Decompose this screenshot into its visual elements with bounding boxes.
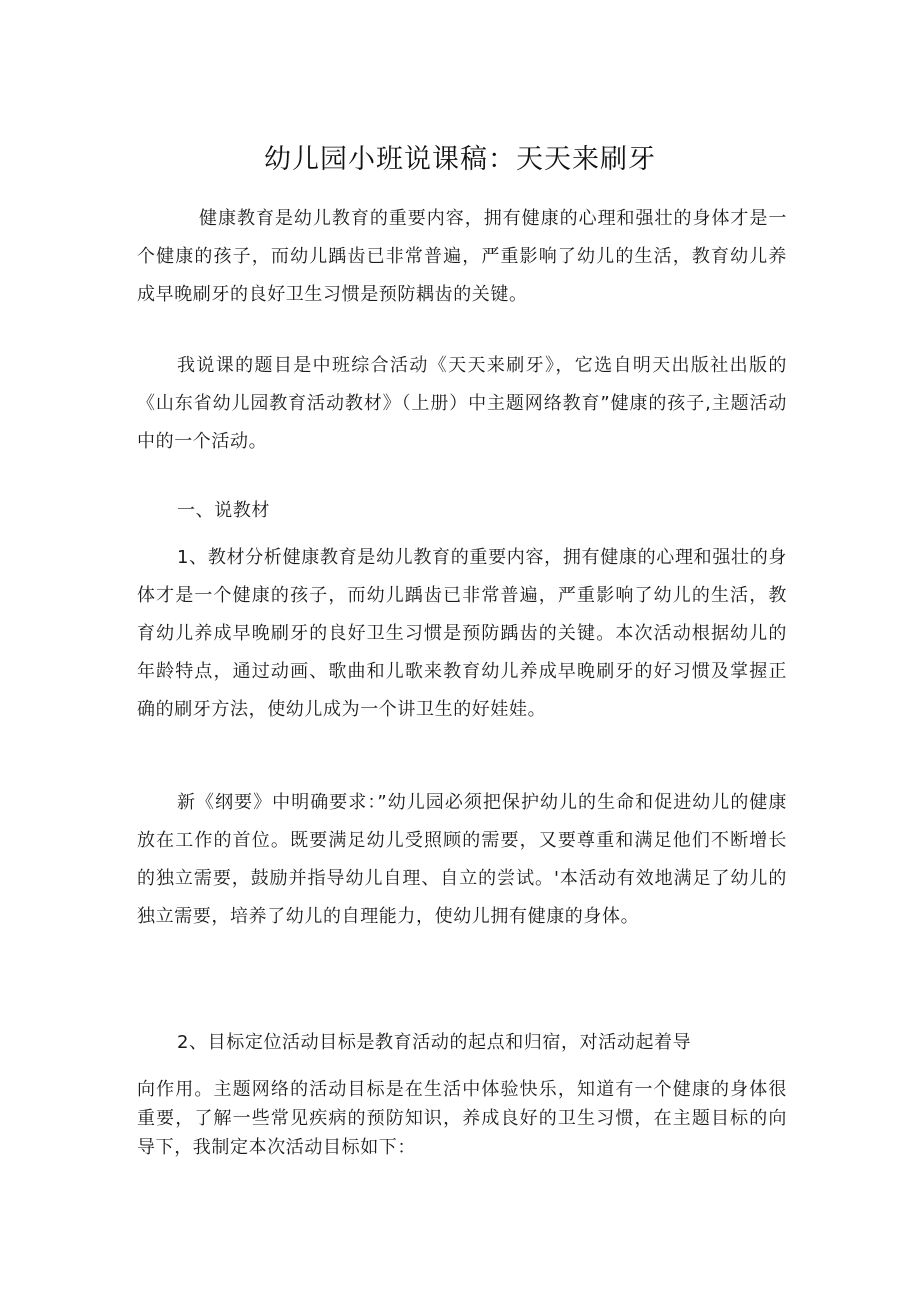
paragraph-textbook-analysis: 1、教材分析健康教育是幼儿教育的重要内容，拥有健康的心理和强壮的身体才是一个健康的孩子，而幼儿踽齿已非常普遍，严重影响了幼儿的生活，教育幼儿养成早晚刷牙的良好卫生习惯是预防踽齿的关键。本次活动根据幼儿的年龄特点，通过动画、歌曲和儿歌来教育幼儿养成早晚刷牙的好习惯及掌握正确的刷牙方法，使幼儿成为一个讲卫生的好娃娃。 [137, 547, 787, 720]
document-body [137, 1024, 787, 1062]
document-body [137, 539, 787, 729]
paragraph-goal-description: 向作用。主题网络的活动目标是在生活中体验快乐，知道有一个健康的身体很重要，了解一些常见疾病的预防知识，养成良好的卫生习惯，在主题目标的向导下，我制定本次活动目标如下： [137, 1079, 787, 1158]
document-body [137, 784, 787, 936]
paragraph-goal-positioning: 2、目标定位活动目标是教育活动的起点和归宿，对活动起着导 [177, 1032, 692, 1053]
document-body [137, 1075, 787, 1162]
document-body [137, 492, 787, 530]
section-heading-textbook: 一、说教材 [177, 500, 270, 521]
paragraph-topic: 我说课的题目是中班综合活动《天天来刷牙》，它选自明天出版社出版的《山东省幼儿园教育活动教材》（上册）中主题网络教育”健康的孩子,主题活动中的一个活动。 [137, 355, 787, 452]
document-title: 幼儿园小班说课稿：天天来刷牙 [264, 144, 656, 175]
document-body [137, 347, 787, 461]
paragraph-outline-requirement: 新《纲要》中明确要求：”幼儿园必须把保护幼儿的生命和促进幼儿的健康放在工作的首位。既要满足幼儿受照顾的需要，又要尊重和满足他们不断增长的独立需要，鼓励并指导幼儿自理、自立的尝试。'本活动有效地满足了幼儿的独立需要，培养了幼儿的自理能力，使幼儿拥有健康的身体。 [137, 792, 787, 927]
document-body [137, 200, 787, 314]
paragraph-intro: 健康教育是幼儿教育的重要内容，拥有健康的心理和强壮的身体才是一个健康的孩子，而幼儿踽齿已非常普遍，严重影响了幼儿的生活，教育幼儿养成早晚刷牙的良好卫生习惯是预防耦齿的关键。 [137, 208, 787, 305]
